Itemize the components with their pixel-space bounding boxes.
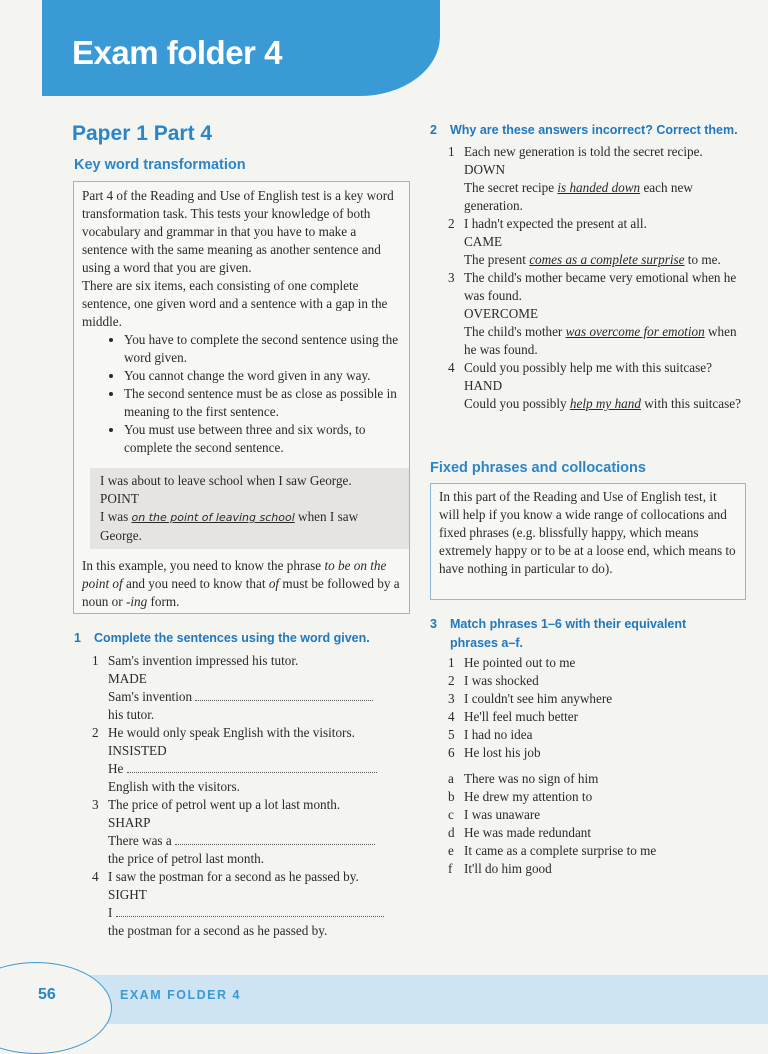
phrase-item: 1 He pointed out to me	[448, 655, 576, 670]
intro-bullet: • The second sentence must be as close as possible in meaning to the first sentence.	[124, 385, 401, 421]
match-item: b He drew my attention to	[448, 789, 593, 804]
example-answer: on the point of leaving school	[131, 511, 295, 524]
phrase-item: 5 I had no idea	[448, 727, 533, 742]
answer-gap[interactable]	[195, 690, 373, 701]
page-number: 56	[38, 986, 56, 1003]
exercise-2-list	[448, 143, 748, 413]
exercise-3-matches	[448, 770, 738, 878]
exercise-1-heading: 1 Complete the sentences using the word given.	[74, 631, 370, 645]
exercise-2-heading: 2 Why are these answers incorrect? Correct them.	[430, 123, 738, 137]
match-item: a There was no sign of him	[448, 771, 599, 786]
footer-label: EXAM FOLDER 4	[120, 988, 241, 1002]
intro-box	[73, 181, 410, 614]
answer-gap[interactable]	[127, 762, 377, 773]
match-item: d He was made redundant	[448, 825, 592, 840]
exercise-1-list	[92, 652, 402, 940]
exercise-2-item: 2 I hadn't expected the present at all. CAME The present comes as a complete surprise to me.	[448, 216, 721, 267]
paper-title: Paper 1 Part 4	[72, 122, 213, 145]
example-box	[90, 468, 409, 549]
example-note: In this example, you need to know the phrase to be on the point of and you need to know that of must be followed by a noun or -ing form.	[82, 558, 400, 609]
answer-gap[interactable]	[116, 906, 384, 917]
match-item: e It came as a complete surprise to me	[448, 843, 657, 858]
fixed-phrases-text: In this part of the Reading and Use of English test, it will help if you know a wide range of collocations and fixed phrases (e.g. blissfully happy, which means extremely happy or to be at a loose end, which means to have nothing in particular to do).	[439, 489, 736, 576]
intro-bullet: • You must use between three and six words, to complete the second sentence.	[124, 421, 401, 457]
phrase-item: 3 I couldn't see him anywhere	[448, 691, 613, 706]
intro-bullet-list	[82, 331, 401, 457]
answer-gap[interactable]	[175, 834, 375, 845]
exercise-2-item: 3 The child's mother became very emotional when he was found. OVERCOME The child's mother was overcome for emotion when he was found.	[448, 270, 737, 357]
section-title: Key word transformation	[74, 157, 246, 173]
phrase-item: 6 He lost his job	[448, 745, 541, 760]
banner-title: Exam folder 4	[72, 34, 282, 71]
intro-paragraph-1: Part 4 of the Reading and Use of English test is a key word transformation task. This tests your knowledge of both vocabulary and grammar in that you have to make a sentence with the same meaning as another sentence and using a word that you are given.	[82, 188, 394, 275]
intro-paragraph-2: There are six items, each consisting of one complete sentence, one given word and a sentence with a gap in the middle.	[82, 278, 388, 329]
intro-bullet: • You have to complete the second sentence using the word given.	[124, 331, 401, 367]
example-word: POINT	[100, 491, 139, 506]
footer-band	[0, 975, 768, 1024]
example-answer-line: I was on the point of leaving school when I saw George.	[100, 509, 359, 543]
exercise-1-item: 1 Sam's invention impressed his tutor. MADE Sam's invention his tutor.	[92, 652, 402, 724]
example-sentence: I was about to leave school when I saw George.	[100, 473, 352, 488]
exercise-1-item: 2 He would only speak English with the visitors. INSISTED He English with the visitors.	[92, 724, 402, 796]
phrase-item: 2 I was shocked	[448, 673, 539, 688]
fixed-phrases-title: Fixed phrases and collocations	[430, 460, 646, 476]
exercise-1-item: 4 I saw the postman for a second as he passed by. SIGHT I the postman for a second as he passed by.	[92, 868, 402, 940]
exercise-3-phrases	[448, 654, 738, 762]
match-item: f It'll do him good	[448, 861, 552, 876]
intro-bullet: • You cannot change the word given in any way.	[124, 367, 401, 385]
exercise-3-heading: 3 Match phrases 1–6 with their equivalent phrases a–f.	[430, 617, 687, 650]
exercise-1-item: 3 The price of petrol went up a lot last month. SHARP There was a the price of petrol last month.	[92, 796, 402, 868]
exercise-2-item: 4 Could you possibly help me with this suitcase? HAND Could you possibly help my hand with this suitcase?	[448, 360, 741, 411]
phrase-item: 4 He'll feel much better	[448, 709, 579, 724]
fixed-phrases-box	[430, 483, 746, 600]
match-item: c I was unaware	[448, 807, 541, 822]
exercise-2-item: 1 Each new generation is told the secret recipe. DOWN The secret recipe is handed down each new generation.	[448, 144, 703, 213]
